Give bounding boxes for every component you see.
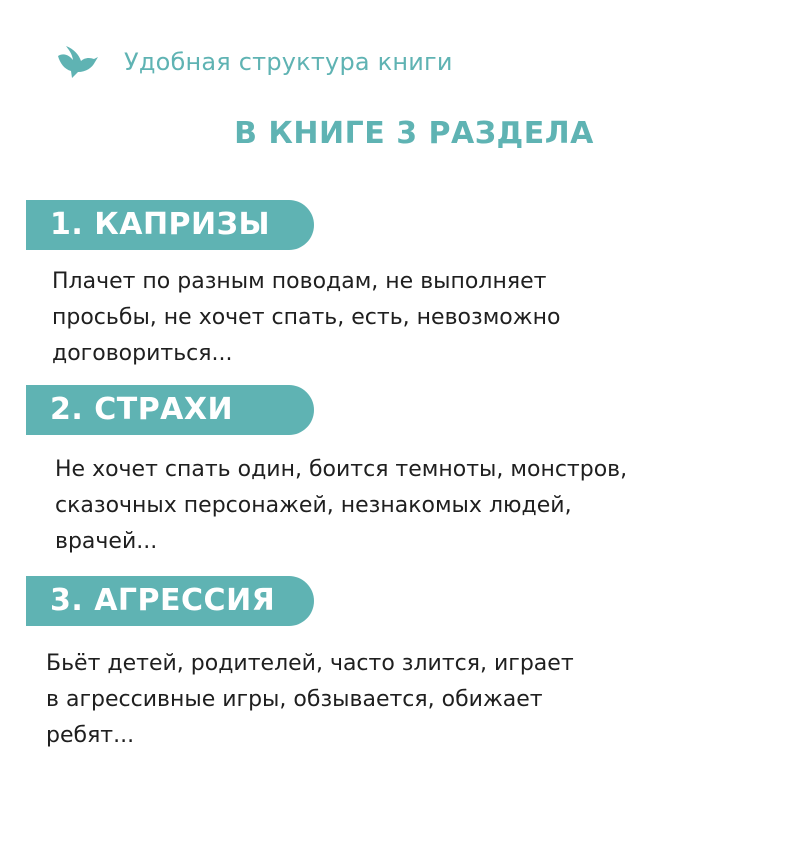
section-3-line-2: в агрессивные игры, обзывается, обижает [46, 687, 543, 712]
section-3-line-1: Бьёт детей, родителей, часто злится, играет [46, 651, 574, 676]
bird-icon [56, 46, 98, 78]
page-title: В КНИГЕ 3 РАЗДЕЛА [234, 116, 594, 151]
section-2-line-3: врачей... [55, 529, 158, 554]
section-label-1: 1. КАПРИЗЫ [26, 200, 314, 250]
section-text-3 [46, 646, 746, 754]
section-1-line-1: Плачет по разным поводам, не выполняет [52, 269, 547, 294]
section-label-2: 2. СТРАХИ [26, 385, 314, 435]
section-2-line-2: сказочных персонажей, незнакомых людей, [55, 493, 572, 518]
section-2-line-1: Не хочет спать один, боится темноты, монстров, [55, 457, 628, 482]
section-text-1 [52, 264, 752, 372]
header-text: Удобная структура книги [124, 48, 453, 76]
header [56, 44, 453, 80]
section-1-line-3: договориться... [52, 341, 233, 366]
section-3-line-3: ребят... [46, 723, 135, 748]
section-1-line-2: просьбы, не хочет спать, есть, невозможно [52, 305, 561, 330]
section-label-3: 3. АГРЕССИЯ [26, 576, 314, 626]
section-text-2 [55, 452, 755, 560]
